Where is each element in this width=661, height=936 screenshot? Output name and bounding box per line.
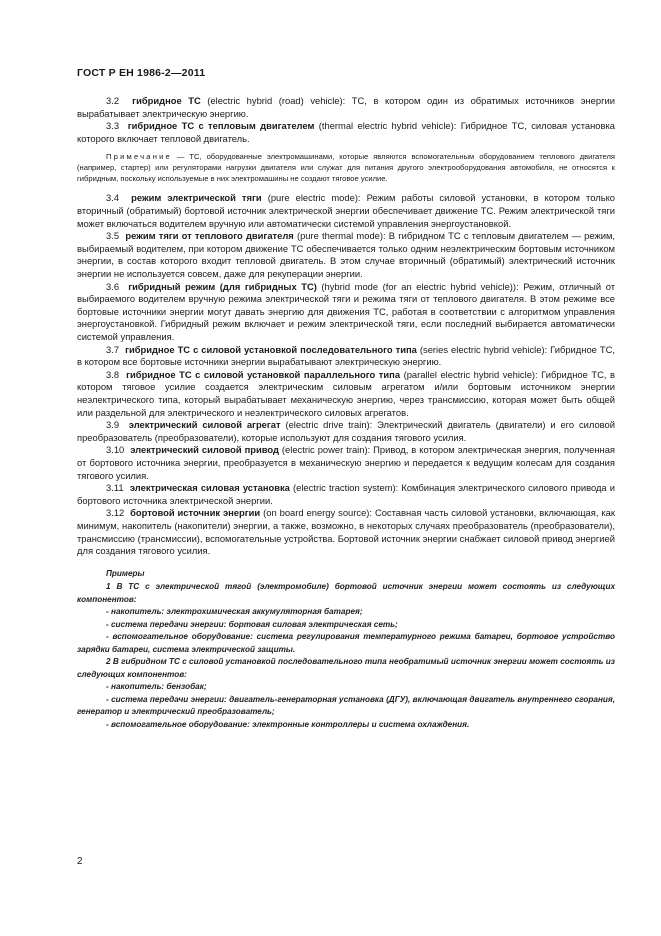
definition-term: бортовой источник энергии	[130, 507, 261, 519]
example-line: - система передачи энергии: бортовая силовая электрическая сеть;	[106, 619, 398, 629]
note	[77, 152, 615, 184]
definition-text: (pure electric mode): Режим работы силовой установки, в котором только вторичный (обратимый) бортовой источник электрической энергии обеспечивает движение ТС. Режим электрической тяги может включаться водителем вручную или автоматически системой управления энергоустановкой.	[77, 192, 616, 229]
definition-text: (series electric hybrid vehicle): Гибридное ТС, в котором все бортовые источники энергии вырабатывают электрическую энергию.	[77, 343, 615, 368]
page-number: 2	[77, 856, 83, 867]
definition-text: (parallel electric hybrid vehicle): Гибридное ТС, в котором тяговое усилие создается электрическим силовым агрегатом и/или бортовым источником энергии неэлектрического типа, который вырабатывает механическую энергию, через трансмиссию, которая может быть общей или раздельной для электрического и неэлектрического силовых агрегатов.	[77, 368, 615, 418]
definition-term: гибридный режим (для гибридных ТС)	[128, 280, 317, 292]
example-line: - вспомогательное оборудование: система регулирования температурного режима батареи, бортовое устройство зарядки батареи, система электрической защиты.	[77, 632, 615, 654]
definition-3-6	[77, 281, 615, 344]
definition-text: (electric traction system): Комбинация электрического силового привода и бортового источника электрической энергии.	[77, 482, 615, 506]
definition-3-4	[77, 192, 615, 230]
definition-text: (electric power train): Привод, в котором электрическая энергия, полученная от бортового источника энергии, преобразуется в механическую энергию и передается к ведущим колесам для создания тягового усилия.	[77, 444, 615, 481]
definition-3-12	[77, 507, 615, 557]
definition-3-8	[77, 369, 615, 419]
definition-number: 3.5	[106, 230, 120, 242]
definition-term: гибридное ТС с тепловым двигателем	[127, 120, 315, 132]
definition-term: электрический силовой агрегат	[128, 419, 281, 431]
definition-term: электрический силовой привод	[130, 444, 279, 456]
definition-text: (electric drive train): Электрический двигатель (двигатели) и его силовой преобразователь (преобразователи), которые используют для создания тягового усилия.	[77, 419, 615, 443]
definition-term: гибридное ТС	[132, 95, 201, 106]
example-line: 2 В гибридном ТС с силовой установкой последовательного типа необратимый источник энергии может состоять из следующих компонентов:	[77, 657, 615, 679]
definition-term: гибридное ТС с силовой установкой параллельного типа	[126, 368, 401, 380]
document-header: ГОСТ Р ЕН 1986-2—2011	[77, 67, 206, 79]
definition-term: гибридное ТС с силовой установкой последовательного типа	[125, 343, 417, 355]
definition-number: 3.10	[106, 444, 125, 456]
example-line: - система передачи энергии: двигатель-генераторная установка (ДГУ), включающая двигатель внутреннего сгорания, генератор и электрический преобразователь;	[77, 694, 615, 717]
example-line: - вспомогательное оборудование: электронные контроллеры и система охлаждения.	[106, 719, 470, 729]
example-line: 1 В ТС с электрической тягой (электромобиле) бортовой источник энергии может состоять из следующих компонентов:	[77, 582, 615, 604]
definition-text: (thermal electric hybrid vehicle): Гибридное ТС, силовая установка которого включает тепловой двигатель.	[77, 120, 616, 144]
definition-number: 3.2	[106, 95, 120, 106]
note-text: — ТС, оборудованные электромашинами, которые являются вспомогательным оборудованием теплового двигателя (например, стартер) или регуляторами нагрузки двигателя или служат для питания другого электрооборудования автомобиля, не относятся к гибридным, поскольку используемые в них электромашины не создают тяговое усилие.	[77, 152, 615, 183]
definition-3-11	[77, 482, 615, 507]
definition-number: 3.3	[106, 120, 120, 132]
definition-number: 3.11	[106, 482, 124, 494]
definition-number: 3.7	[106, 343, 120, 355]
definition-number: 3.4	[106, 192, 120, 204]
definition-3-3	[77, 120, 615, 145]
examples-title: Примеры	[106, 568, 145, 578]
definition-3-10	[77, 444, 615, 482]
definition-3-2	[77, 95, 615, 120]
example-line: - накопитель: электрохимическая аккумуляторная батарея;	[106, 607, 363, 617]
definition-3-5	[77, 230, 615, 280]
definition-text: (hybrid mode (for an electric hybrid vehicle)): Режим, отличный от выбираемого водителем вручную режима электрической тяги и режима тяги от теплового двигателя. В этом режиме все бортовые источники энергии могут давать энергию для движения ТС, работая в соответствии с алгоритмом управления энергоустановкой. Гибридный режим включает и режим электрической тяги, если последний выбирается автоматически системой управления.	[77, 280, 615, 343]
document-body	[77, 95, 615, 731]
definition-3-9	[77, 419, 615, 444]
definition-text: (electric hybrid (road) vehicle): ТС, в котором один из обратимых источников энергии вырабатывает электрическую энергию.	[77, 95, 615, 119]
definition-text: (pure thermal mode): В гибридном ТС с тепловым двигателем — режим, выбираемый водителем, при котором движение ТС обеспечивается только одним неэлектрическим бортовым источником энергии, в состав которого входит тепловой двигатель. В этом случае вторичный (обратимый) электрический источник энергии не используется совсем, даже для рекуперации энергии.	[77, 230, 616, 280]
examples-block	[77, 568, 615, 732]
definition-number: 3.12	[106, 507, 125, 519]
definition-3-7	[77, 344, 615, 369]
note-label: Примечание	[106, 152, 172, 162]
definition-term: режим электрической тяги	[131, 192, 262, 204]
definition-number: 3.6	[106, 280, 120, 292]
definition-text: (on board energy source): Составная часть силовой установки, включающая, как минимум, накопитель (накопители) энергии, а также, возможно, в некоторых случаях преобразователь (преобразователи), трансмиссию (трансмиссии), вспомогательные устройства. Бортовой источник энергии снабжает силовой привод энергией для создания тягового усилия.	[77, 507, 615, 557]
definition-number: 3.9	[106, 419, 120, 431]
definition-term: электрическая силовая установка	[129, 482, 290, 494]
example-line: - накопитель: бензобак;	[106, 682, 207, 692]
definition-number: 3.8	[106, 368, 120, 380]
definition-term: режим тяги от теплового двигателя	[125, 230, 294, 242]
